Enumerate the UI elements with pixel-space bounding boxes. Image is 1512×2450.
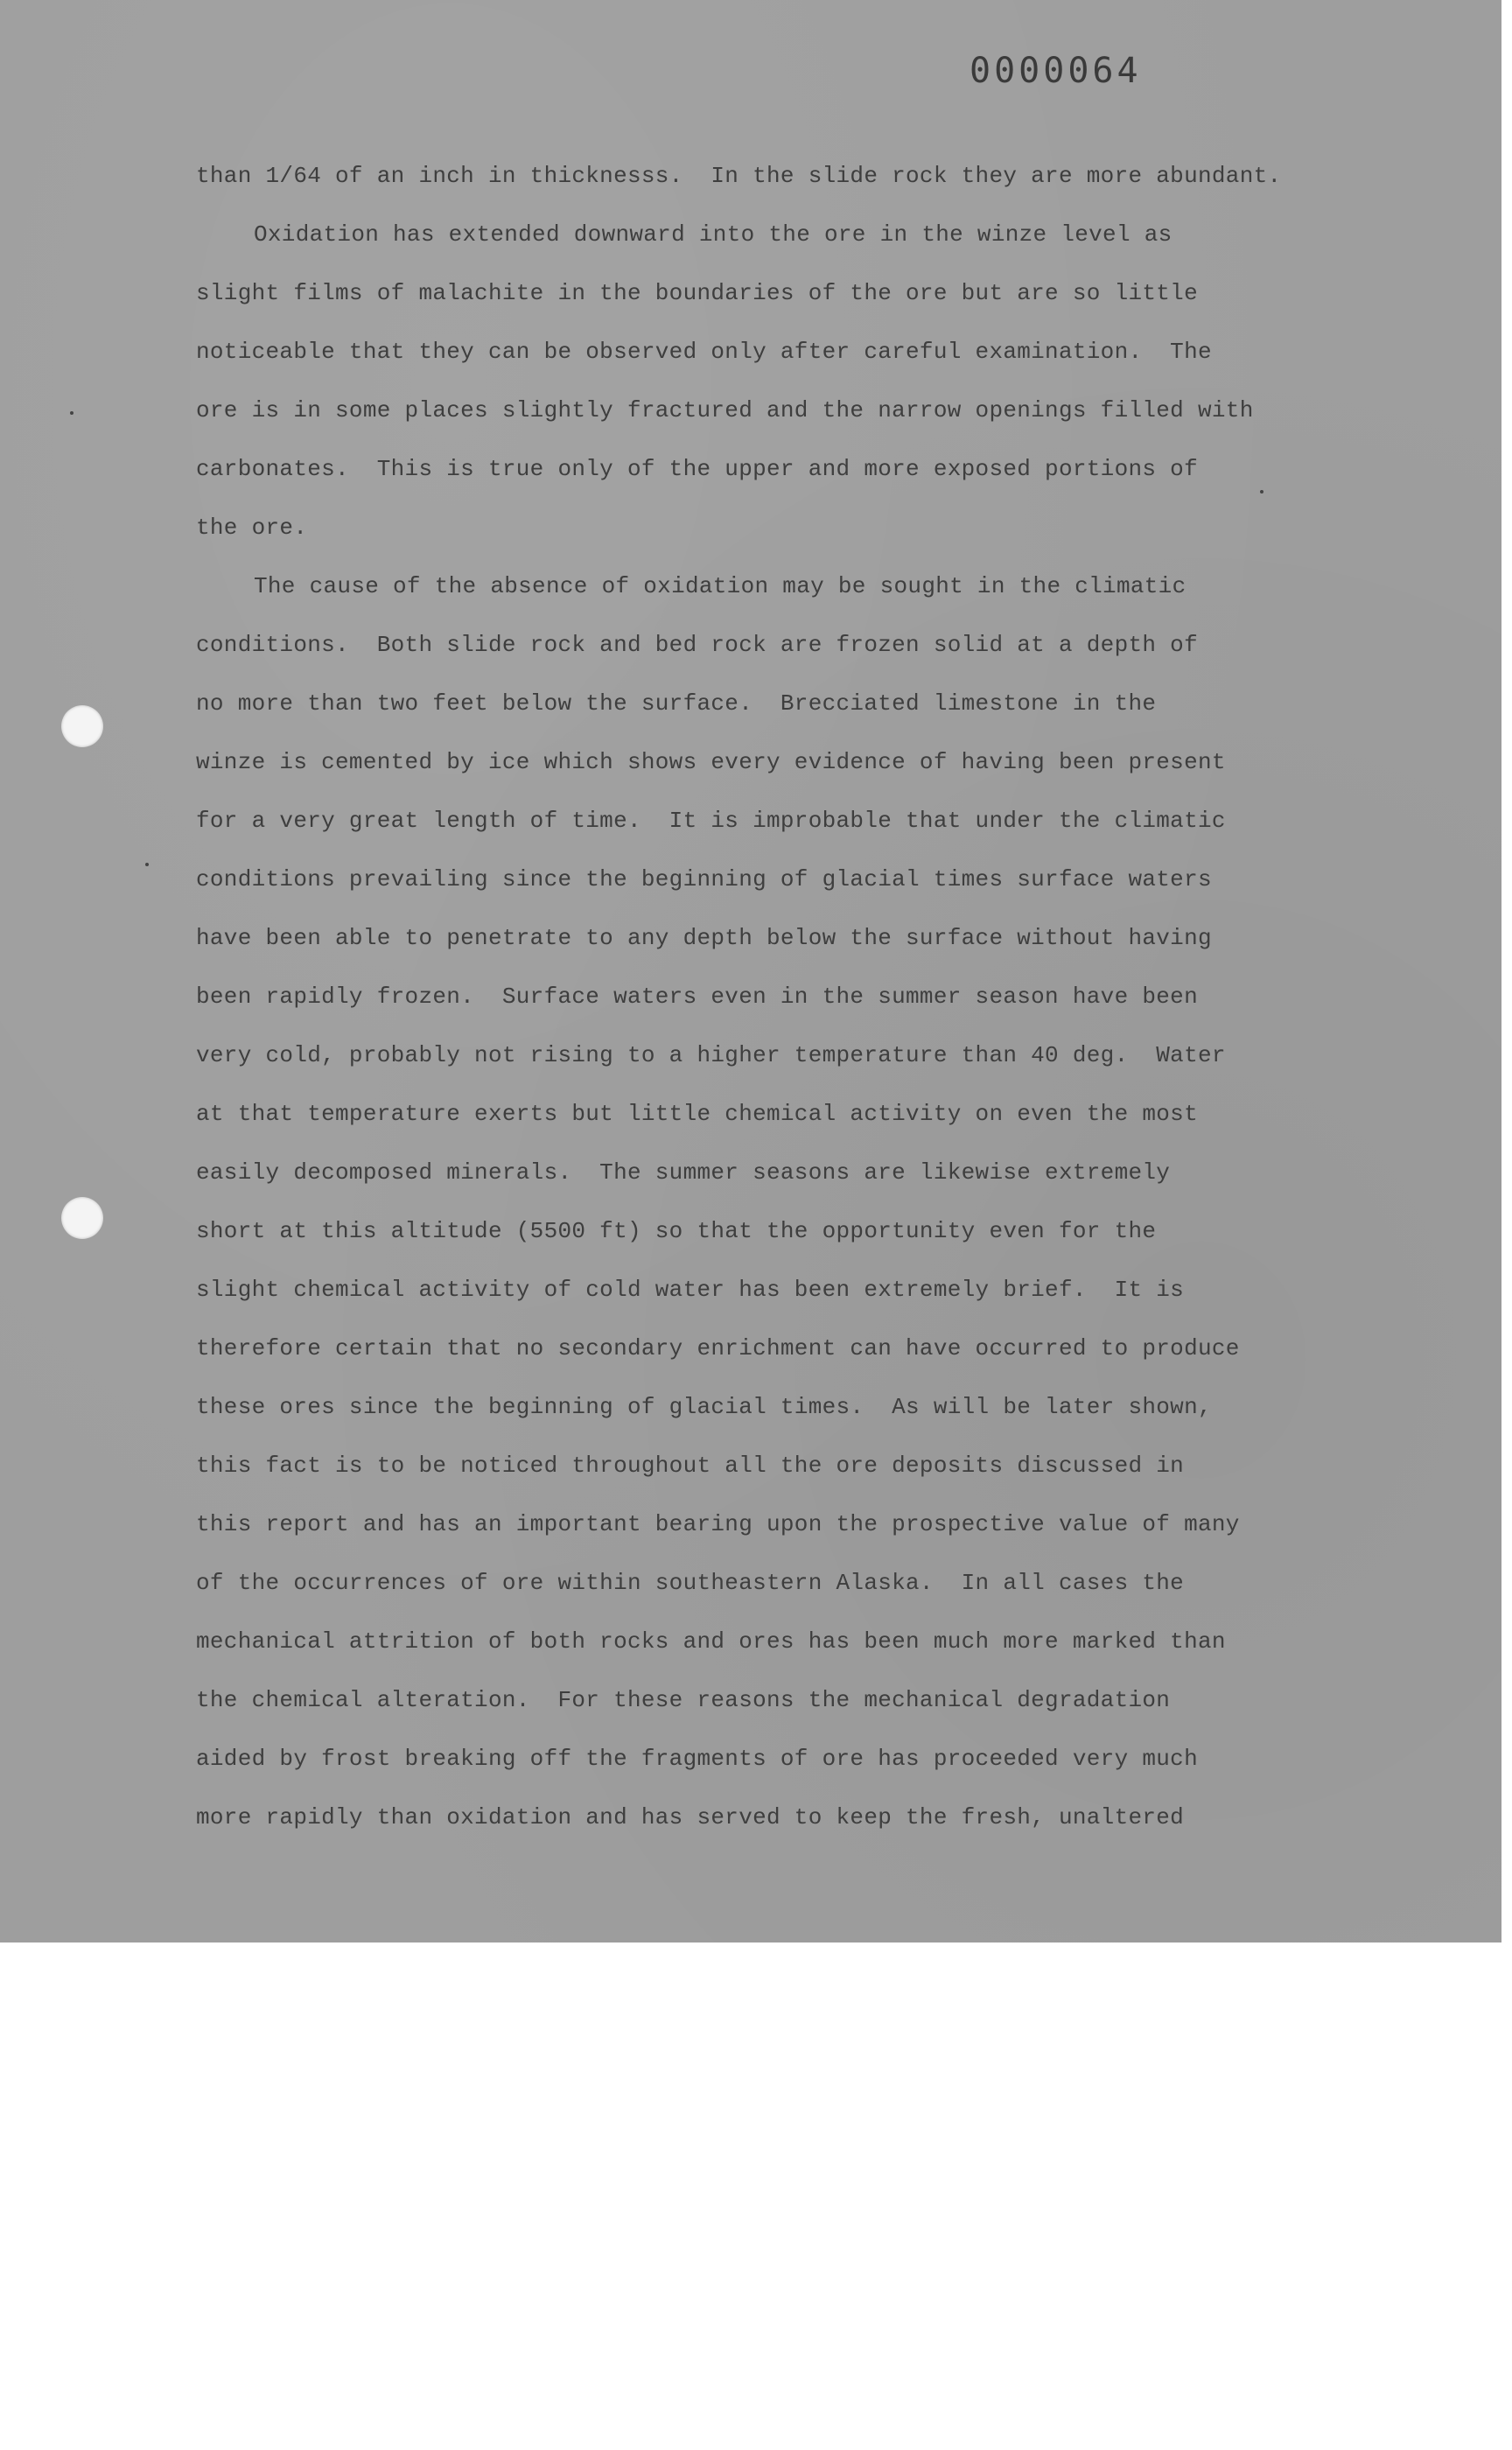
text-line: noticeable that they can be observed only after careful examination. The (196, 339, 1212, 365)
text-line: winze is cemented by ice which shows every evidence of having been present (196, 749, 1226, 775)
text-line: more rapidly than oxidation and has served to keep the fresh, unaltered (196, 1804, 1185, 1830)
punch-hole-upper (61, 705, 103, 747)
speck-mark (145, 863, 149, 866)
text-line: conditions prevailing since the beginning of glacial times surface waters (196, 866, 1212, 892)
text-line: ore is in some places slightly fractured and the narrow openings filled with (196, 397, 1254, 424)
text-line: no more than two feet below the surface. Brecciated limestone in the (196, 690, 1157, 717)
typed-body-text (196, 152, 1351, 1852)
page-number: 0000064 (970, 51, 1142, 91)
text-line: been rapidly frozen. Surface waters even in the summer season have been (196, 984, 1198, 1010)
text-line: the chemical alteration. For these reasons the mechanical degradation (196, 1687, 1171, 1713)
text-line: easily decomposed minerals. The summer seasons are likewise extremely (196, 1159, 1171, 1186)
text-line: at that temperature exerts but little chemical activity on even the most (196, 1101, 1198, 1127)
text-line: for a very great length of time. It is improbable that under the climatic (196, 808, 1226, 834)
text-line: conditions. Both slide rock and bed rock are frozen solid at a depth of (196, 632, 1198, 658)
text-line: mechanical attrition of both rocks and ores has been much more marked than (196, 1628, 1226, 1655)
text-line: the ore. (196, 514, 308, 541)
text-line: of the occurrences of ore within southeastern Alaska. In all cases the (196, 1570, 1185, 1596)
text-line: slight films of malachite in the boundaries of the ore but are so little (196, 280, 1198, 306)
text-line: this fact is to be noticed throughout all the ore deposits discussed in (196, 1452, 1185, 1479)
text-line: therefore certain that no secondary enrichment can have occurred to produce (196, 1335, 1240, 1362)
text-line: aided by frost breaking off the fragments of ore has proceeded very much (196, 1746, 1198, 1772)
text-line: short at this altitude (5500 ft) so that the opportunity even for the (196, 1218, 1157, 1244)
text-line: than 1/64 of an inch in thicknesss. In the slide rock they are more abundant. (196, 163, 1282, 189)
text-line: this report and has an important bearing upon the prospective value of many (196, 1511, 1240, 1537)
text-line: slight chemical activity of cold water has been extremely brief. It is (196, 1277, 1185, 1303)
text-line: Oxidation has extended downward into the ore in the winze level as (254, 221, 1172, 248)
text-line: carbonates. This is true only of the upper and more exposed portions of (196, 456, 1198, 482)
text-line: very cold, probably not rising to a higher temperature than 40 deg. Water (196, 1042, 1226, 1068)
speck-mark (70, 411, 74, 415)
text-line: these ores since the beginning of glacial times. As will be later shown, (196, 1394, 1212, 1420)
text-line: have been able to penetrate to any depth below the surface without having (196, 925, 1212, 951)
text-line: The cause of the absence of oxidation may be sought in the climatic (254, 573, 1186, 599)
punch-hole-lower (61, 1197, 103, 1239)
